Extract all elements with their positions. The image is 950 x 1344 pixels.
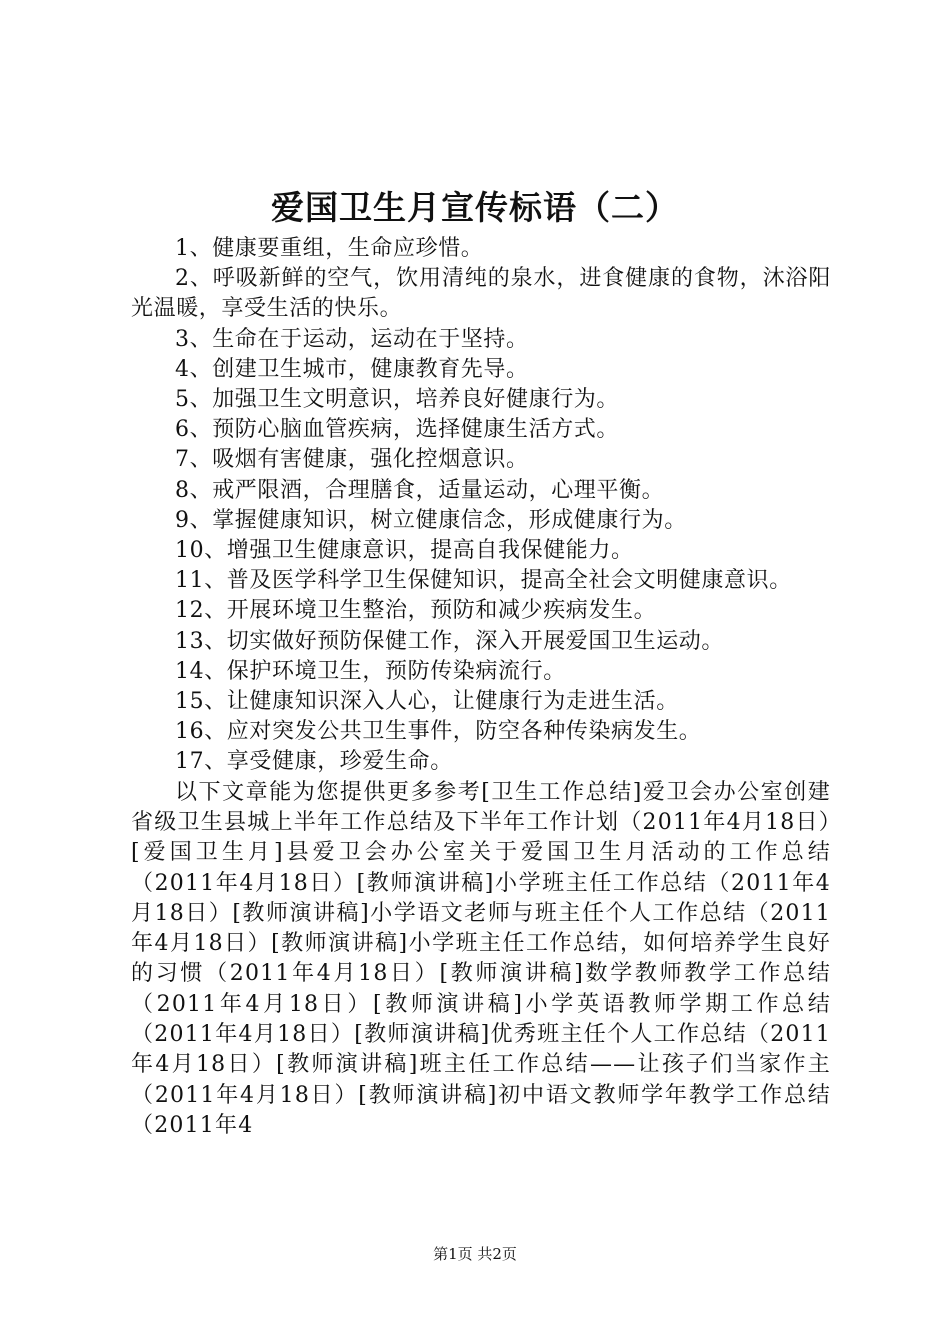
slogan-3: 3、生命在于运动，运动在于坚持。 (175, 326, 529, 352)
slogan-14: 14、保护环境卫生，预防传染病流行。 (175, 658, 566, 684)
slogan-1: 1、健康要重组，生命应珍惜。 (175, 236, 484, 261)
slogan-10: 10、增强卫生健康意识，提高自我保健能力。 (175, 538, 634, 564)
slogan-16: 16、应对突发公共卫生事件，防空各种传染病发生。 (175, 719, 702, 745)
slogan-8: 8、戒严限酒，合理膳食，适量运动，心理平衡。 (175, 477, 665, 503)
slogan-4: 4、创建卫生城市，健康教育先导。 (175, 356, 529, 382)
slogan-6: 6、预防心脑血管疾病，选择健康生活方式。 (175, 417, 619, 443)
slogan-5: 5、加强卫生文明意识，培养良好健康行为。 (175, 387, 619, 413)
slogan-17: 17、享受健康，珍爱生命。 (175, 749, 453, 775)
related-articles-paragraph: 以下文章能为您提供更多参考[卫生工作总结]爱卫会办公室创建省级卫生县城上半年工作总结及下半年工作计划（2011年4月18日）[爱国卫生月]县爱卫会办公室关于爱国卫生月活动的工作总结（2011年4月18日）[教师演讲稿]小学班主任工作总结（2011年4月18日）[教师演讲稿]小学语文老师与班主任个人工作总结（2011年4月18日）[教师演讲稿]小学班主任工作总结，如何培养学生良好的习惯（2011年4月18日）[教师演讲稿]数学教师教学工作总结（2011年4月18日）[教师演讲稿]小学英语教师学期工作总结（2011年4月18日）[教师演讲稿]优秀班主任个人工作总结（2011年4月18日）[教师演讲稿]班主任工作总结——让孩子们当家作主（2011年4月18日）[教师演讲稿]初中语文教师学年教学工作总结（2011年4 (131, 779, 831, 1138)
slogan-15: 15、让健康知识深入人心，让健康行为走进生活。 (175, 689, 679, 715)
document-body (131, 234, 831, 1141)
slogan-9: 9、掌握健康知识，树立健康信念，形成健康行为。 (175, 507, 687, 533)
slogan-2: 2、呼吸新鲜的空气，饮用清纯的泉水，进食健康的食物，沐浴阳光温暖，享受生活的快乐。 (131, 266, 831, 322)
slogan-13: 13、切实做好预防保健工作，深入开展爱国卫生运动。 (175, 628, 724, 654)
slogan-11: 11、普及医学科学卫生保健知识，提高全社会文明健康意识。 (175, 568, 792, 594)
slogan-12: 12、开展环境卫生整治，预防和减少疾病发生。 (175, 598, 657, 624)
page-number-footer: 第1页 共2页 (433, 1245, 517, 1263)
slogan-7: 7、吸烟有害健康，强化控烟意识。 (175, 447, 529, 473)
document-title: 爱国卫生月宣传标语（二） (271, 188, 679, 227)
